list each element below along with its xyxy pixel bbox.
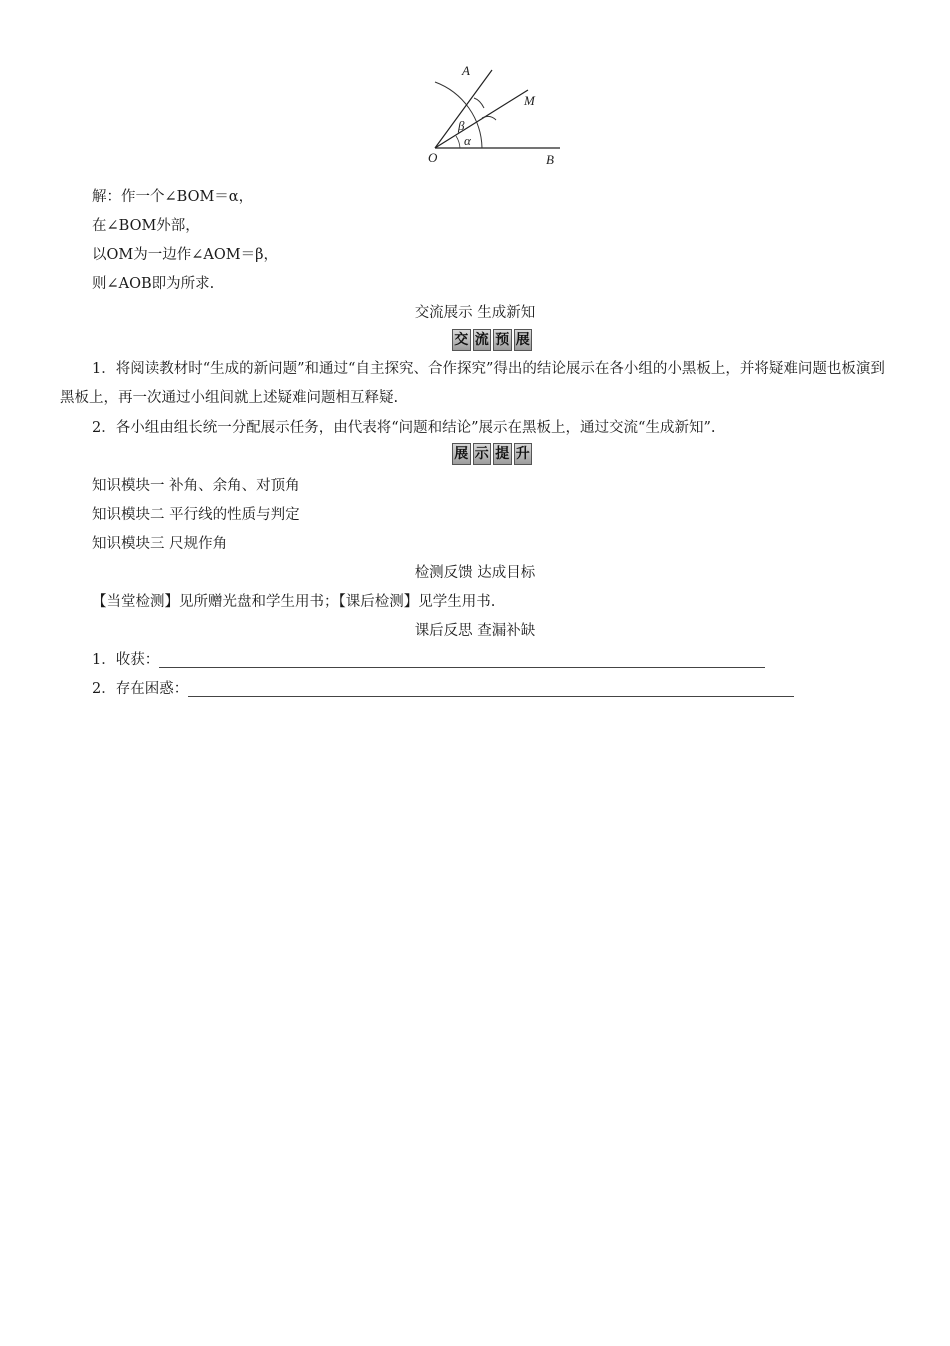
reflection-item-1 <box>92 650 765 670</box>
knowledge-module-1: 知识模块一 补角、余角、对顶角 <box>92 478 300 494</box>
badge-char: 预 <box>493 329 512 351</box>
knowledge-module-3: 知识模块三 尺规作角 <box>92 536 228 552</box>
tick-mark-a <box>474 98 484 108</box>
badge-char: 展 <box>514 329 533 351</box>
badge-char: 交 <box>452 329 471 351</box>
badge-show-improve <box>452 443 532 465</box>
paragraph-1: 1．将阅读教材时“生成的新问题”和通过“自主探究、合作探究”得出的结论展示在各小组的小黑板上，并将疑难问题也板演到黑板上，再一次通过小组间就上述疑难问题相互释疑. <box>60 361 885 406</box>
tick-mark-m <box>482 116 496 120</box>
answer-blank-confusion[interactable] <box>188 682 794 697</box>
reflection-item-2 <box>92 679 794 699</box>
label-alpha: α <box>464 133 471 148</box>
label-beta: β <box>458 118 465 133</box>
label-o: O <box>428 150 438 165</box>
badge-char: 展 <box>452 443 471 465</box>
knowledge-module-2: 知识模块二 平行线的性质与判定 <box>92 507 300 523</box>
section-title-exchange: 交流展示 生成新知 <box>414 305 536 321</box>
solution-line-4: 则∠AOB即为所求. <box>92 276 215 292</box>
label-m: M <box>524 93 535 108</box>
label-b: B <box>546 152 554 167</box>
badge-char: 示 <box>473 443 492 465</box>
badge-exchange-preview <box>452 329 532 351</box>
reflection-label-gain: 1．收获： <box>92 652 160 668</box>
badge-char: 提 <box>493 443 512 465</box>
solution-line-2: 在∠BOM外部， <box>92 218 200 234</box>
answer-blank-gain[interactable] <box>159 653 765 668</box>
solution-line-3: 以OM为一边作∠AOM＝β， <box>92 247 278 263</box>
section-title-feedback: 检测反馈 达成目标 <box>414 565 536 581</box>
solution-line-1: 解：作一个∠BOM＝α， <box>92 189 254 205</box>
badge-char: 流 <box>473 329 492 351</box>
badge-char: 升 <box>514 443 533 465</box>
paragraph-2: 2．各小组由组长统一分配展示任务，由代表将“问题和结论”展示在黑板上，通过交流“生成新知”. <box>92 420 716 436</box>
feedback-text: 【当堂检测】见所赠光盘和学生用书；【课后检测】见学生用书. <box>92 594 496 610</box>
reflection-label-confusion: 2．存在困惑： <box>92 681 189 697</box>
label-a: A <box>462 63 470 78</box>
section-title-reflection: 课后反思 查漏补缺 <box>414 623 536 639</box>
angle-construction-figure <box>420 60 570 172</box>
alpha-arc <box>456 136 460 148</box>
